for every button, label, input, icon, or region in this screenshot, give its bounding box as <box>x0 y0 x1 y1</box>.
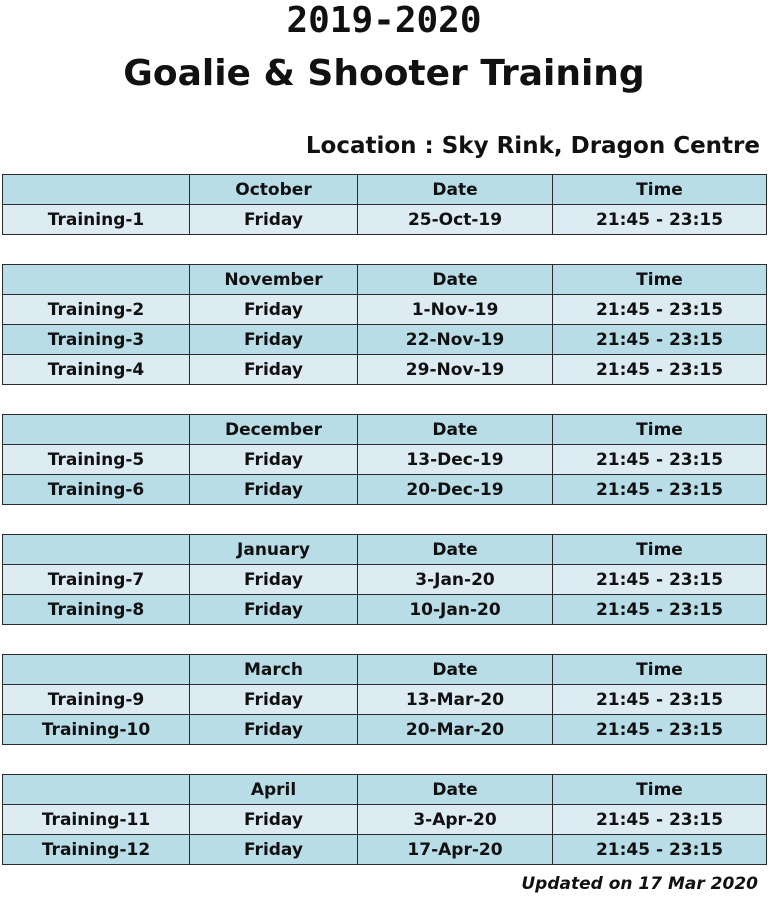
table-row <box>3 325 767 355</box>
training-day: Friday <box>190 565 358 595</box>
training-name: Training-4 <box>3 355 190 385</box>
month-header: April <box>190 775 358 805</box>
header-blank-cell <box>3 265 190 295</box>
table-row <box>3 595 767 625</box>
training-name: Training-8 <box>3 595 190 625</box>
training-date: 3-Apr-20 <box>358 805 553 835</box>
table-header-row <box>3 415 767 445</box>
training-name: Training-11 <box>3 805 190 835</box>
training-time: 21:45 - 23:15 <box>553 205 767 235</box>
table-header-row <box>3 655 767 685</box>
table-row <box>3 835 767 865</box>
header-blank-cell <box>3 175 190 205</box>
training-time: 21:45 - 23:15 <box>553 355 767 385</box>
table-row <box>3 715 767 745</box>
training-date: 20-Dec-19 <box>358 475 553 505</box>
schedule-table-december <box>2 414 767 505</box>
table-row <box>3 295 767 325</box>
training-time: 21:45 - 23:15 <box>553 475 767 505</box>
schedule-table-march <box>2 654 767 745</box>
date-header: Date <box>358 655 553 685</box>
training-name: Training-5 <box>3 445 190 475</box>
training-name: Training-9 <box>3 685 190 715</box>
date-header: Date <box>358 265 553 295</box>
date-header: Date <box>358 175 553 205</box>
training-name: Training-10 <box>3 715 190 745</box>
training-day: Friday <box>190 355 358 385</box>
header-blank-cell <box>3 775 190 805</box>
table-row <box>3 475 767 505</box>
month-header: December <box>190 415 358 445</box>
time-header: Time <box>553 775 767 805</box>
training-day: Friday <box>190 325 358 355</box>
time-header: Time <box>553 175 767 205</box>
training-time: 21:45 - 23:15 <box>553 715 767 745</box>
training-name: Training-1 <box>3 205 190 235</box>
training-date: 10-Jan-20 <box>358 595 553 625</box>
table-row <box>3 805 767 835</box>
month-header: January <box>190 535 358 565</box>
training-date: 17-Apr-20 <box>358 835 553 865</box>
month-header: November <box>190 265 358 295</box>
training-date: 25-Oct-19 <box>358 205 553 235</box>
training-time: 21:45 - 23:15 <box>553 295 767 325</box>
training-day: Friday <box>190 445 358 475</box>
table-header-row <box>3 775 767 805</box>
schedule-table-november <box>2 264 767 385</box>
date-header: Date <box>358 775 553 805</box>
training-time: 21:45 - 23:15 <box>553 325 767 355</box>
training-date: 1-Nov-19 <box>358 295 553 325</box>
table-row <box>3 205 767 235</box>
training-date: 29-Nov-19 <box>358 355 553 385</box>
schedule-table-april <box>2 774 767 865</box>
table-row <box>3 445 767 475</box>
table-row <box>3 565 767 595</box>
month-header: October <box>190 175 358 205</box>
training-time: 21:45 - 23:15 <box>553 835 767 865</box>
updated-note: Updated on 17 Mar 2020 <box>521 874 758 894</box>
page-title: Goalie & Shooter Training <box>123 53 645 94</box>
training-date: 13-Mar-20 <box>358 685 553 715</box>
date-header: Date <box>358 535 553 565</box>
training-name: Training-2 <box>3 295 190 325</box>
training-day: Friday <box>190 835 358 865</box>
training-name: Training-6 <box>3 475 190 505</box>
training-date: 13-Dec-19 <box>358 445 553 475</box>
training-name: Training-7 <box>3 565 190 595</box>
training-day: Friday <box>190 685 358 715</box>
schedule-table-october <box>2 174 767 235</box>
table-header-row <box>3 535 767 565</box>
training-day: Friday <box>190 205 358 235</box>
location-label: Location : Sky Rink, Dragon Centre <box>305 133 760 159</box>
training-time: 21:45 - 23:15 <box>553 565 767 595</box>
training-day: Friday <box>190 595 358 625</box>
training-time: 21:45 - 23:15 <box>553 595 767 625</box>
table-row <box>3 355 767 385</box>
time-header: Time <box>553 655 767 685</box>
training-date: 20-Mar-20 <box>358 715 553 745</box>
schedule-table-january <box>2 534 767 625</box>
page-title-year: 2019-2020 <box>286 0 482 41</box>
time-header: Time <box>553 265 767 295</box>
training-day: Friday <box>190 295 358 325</box>
table-row <box>3 685 767 715</box>
training-date: 22-Nov-19 <box>358 325 553 355</box>
header-blank-cell <box>3 655 190 685</box>
training-day: Friday <box>190 805 358 835</box>
training-name: Training-12 <box>3 835 190 865</box>
date-header: Date <box>358 415 553 445</box>
training-time: 21:45 - 23:15 <box>553 445 767 475</box>
training-time: 21:45 - 23:15 <box>553 685 767 715</box>
header-blank-cell <box>3 415 190 445</box>
training-day: Friday <box>190 475 358 505</box>
header-blank-cell <box>3 535 190 565</box>
table-header-row <box>3 175 767 205</box>
time-header: Time <box>553 535 767 565</box>
time-header: Time <box>553 415 767 445</box>
training-time: 21:45 - 23:15 <box>553 805 767 835</box>
table-header-row <box>3 265 767 295</box>
training-date: 3-Jan-20 <box>358 565 553 595</box>
training-day: Friday <box>190 715 358 745</box>
training-name: Training-3 <box>3 325 190 355</box>
month-header: March <box>190 655 358 685</box>
